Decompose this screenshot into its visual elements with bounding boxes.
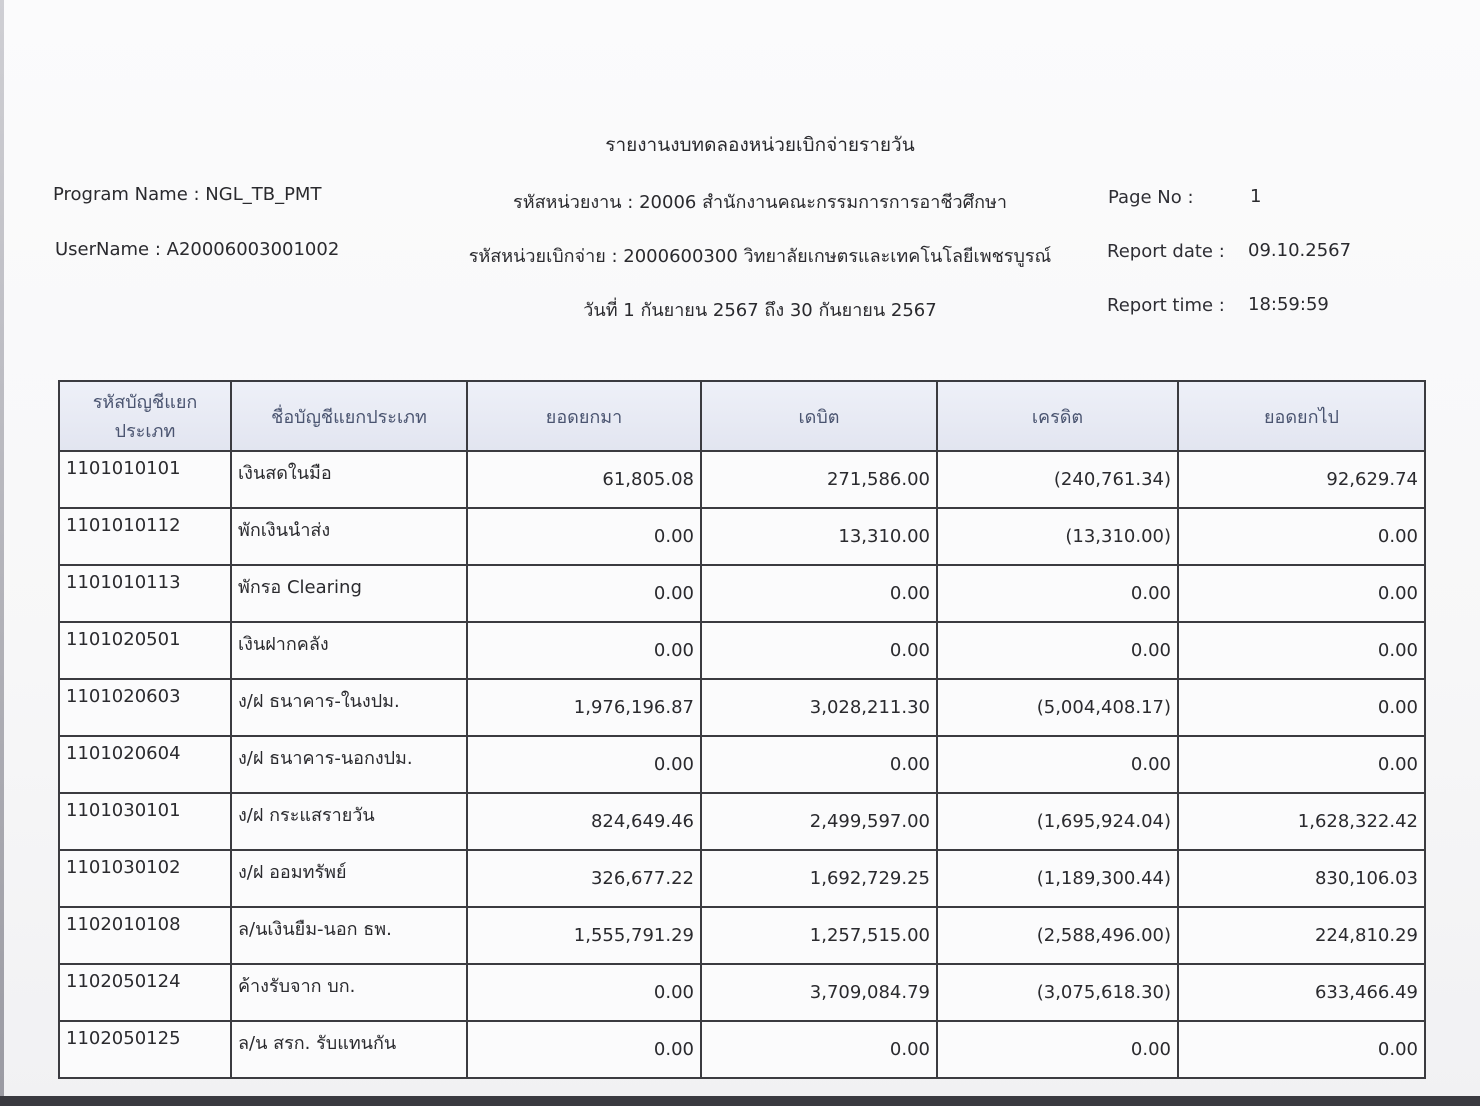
account-code-cell: 1101020603 — [59, 679, 231, 736]
account-name-cell: ง/ฝ ออมทรัพย์ — [231, 850, 467, 907]
opening-balance-cell: 1,555,791.29 — [467, 907, 701, 964]
credit-cell: 0.00 — [937, 736, 1178, 793]
credit-cell: (2,588,496.00) — [937, 907, 1178, 964]
credit-cell: (1,695,924.04) — [937, 793, 1178, 850]
program-name: Program Name : NGL_TB_PMT — [53, 184, 322, 205]
report-time-value: 18:59:59 — [1248, 294, 1329, 315]
report-period: วันที่ 1 กันยายน 2567 ถึง 30 กันยายน 2567 — [583, 300, 937, 321]
opening-balance-cell: 0.00 — [467, 565, 701, 622]
credit-cell: 0.00 — [937, 565, 1178, 622]
table-row — [59, 793, 1425, 850]
debit-cell: 3,028,211.30 — [701, 679, 937, 736]
closing-balance-cell: 0.00 — [1178, 679, 1425, 736]
closing-balance-cell: 0.00 — [1178, 1021, 1425, 1078]
credit-cell: (240,761.34) — [937, 451, 1178, 508]
account-name-cell: เงินสดในมือ — [231, 451, 467, 508]
debit-cell: 1,692,729.25 — [701, 850, 937, 907]
debit-cell: 0.00 — [701, 565, 937, 622]
account-name-cell: พักเงินนำส่ง — [231, 508, 467, 565]
report-title: รายงานงบทดลองหน่วยเบิกจ่ายรายวัน — [605, 134, 915, 156]
table-row — [59, 850, 1425, 907]
opening-balance-cell: 1,976,196.87 — [467, 679, 701, 736]
credit-cell: 0.00 — [937, 622, 1178, 679]
opening-balance-cell: 326,677.22 — [467, 850, 701, 907]
closing-balance-cell: 1,628,322.42 — [1178, 793, 1425, 850]
account-name-cell: ง/ฝ ธนาคาร-ในงปม. — [231, 679, 467, 736]
opening-balance-cell: 0.00 — [467, 1021, 701, 1078]
opening-balance-cell: 824,649.46 — [467, 793, 701, 850]
page-no-value: 1 — [1250, 186, 1262, 207]
table-row — [59, 1021, 1425, 1078]
closing-balance-cell: 92,629.74 — [1178, 451, 1425, 508]
closing-balance-cell: 633,466.49 — [1178, 964, 1425, 1021]
report-date-label: Report date : — [1107, 241, 1225, 262]
debit-cell: 0.00 — [701, 622, 937, 679]
table-body — [59, 451, 1425, 1078]
account-code-cell: 1101010112 — [59, 508, 231, 565]
account-code-cell: 1101010101 — [59, 451, 231, 508]
report-time-label: Report time : — [1107, 295, 1225, 316]
credit-cell: (1,189,300.44) — [937, 850, 1178, 907]
user-name: UserName : A20006003001002 — [55, 239, 340, 260]
debit-cell: 0.00 — [701, 1021, 937, 1078]
debit-cell: 2,499,597.00 — [701, 793, 937, 850]
column-header-credit: เครดิต — [937, 381, 1178, 451]
closing-balance-cell: 830,106.03 — [1178, 850, 1425, 907]
account-name-cell: ค้างรับจาก บก. — [231, 964, 467, 1021]
account-code-cell: 1101030102 — [59, 850, 231, 907]
credit-cell: (3,075,618.30) — [937, 964, 1178, 1021]
account-name-cell: ง/ฝ กระแสรายวัน — [231, 793, 467, 850]
closing-balance-cell: 0.00 — [1178, 565, 1425, 622]
debit-cell: 0.00 — [701, 736, 937, 793]
disbursement-unit: รหัสหน่วยเบิกจ่าย : 2000600300 วิทยาลัยเกษตรและเทคโนโลยีเพชรบูรณ์ — [468, 246, 1052, 267]
table-row — [59, 622, 1425, 679]
table-row — [59, 736, 1425, 793]
column-header-debit: เดบิต — [701, 381, 937, 451]
closing-balance-cell: 0.00 — [1178, 508, 1425, 565]
credit-cell: 0.00 — [937, 1021, 1178, 1078]
account-code-cell: 1101030101 — [59, 793, 231, 850]
account-name-cell: ง/ฝ ธนาคาร-นอกงปม. — [231, 736, 467, 793]
column-header-account-name: ชื่อบัญชีแยกประเภท — [231, 381, 467, 451]
column-header-closing-balance: ยอดยกไป — [1178, 381, 1425, 451]
account-code-cell: 1101020501 — [59, 622, 231, 679]
opening-balance-cell: 0.00 — [467, 622, 701, 679]
page-no-label: Page No : — [1108, 187, 1194, 208]
table-header-row — [59, 381, 1425, 451]
agency-code: รหัสหน่วยงาน : 20006 สำนักงานคณะกรรมการการอาชีวศึกษา — [513, 192, 1007, 213]
paper-bottom-edge — [0, 1096, 1480, 1106]
debit-cell: 3,709,084.79 — [701, 964, 937, 1021]
closing-balance-cell: 0.00 — [1178, 622, 1425, 679]
opening-balance-cell: 0.00 — [467, 964, 701, 1021]
column-header-account-code: รหัสบัญชีแยกประเภท — [59, 381, 231, 451]
table-row — [59, 964, 1425, 1021]
opening-balance-cell: 0.00 — [467, 508, 701, 565]
account-code-cell: 1101020604 — [59, 736, 231, 793]
account-code-cell: 1102010108 — [59, 907, 231, 964]
report-date-value: 09.10.2567 — [1248, 240, 1352, 261]
table-row — [59, 565, 1425, 622]
table-row — [59, 907, 1425, 964]
account-code-cell: 1101010113 — [59, 565, 231, 622]
debit-cell: 13,310.00 — [701, 508, 937, 565]
table-row — [59, 508, 1425, 565]
account-name-cell: พักรอ Clearing — [231, 565, 467, 622]
account-name-cell: เงินฝากคลัง — [231, 622, 467, 679]
column-header-opening-balance: ยอดยกมา — [467, 381, 701, 451]
opening-balance-cell: 0.00 — [467, 736, 701, 793]
closing-balance-cell: 224,810.29 — [1178, 907, 1425, 964]
paper-left-edge — [0, 0, 4, 1106]
table-row — [59, 451, 1425, 508]
account-code-cell: 1102050125 — [59, 1021, 231, 1078]
credit-cell: (5,004,408.17) — [937, 679, 1178, 736]
opening-balance-cell: 61,805.08 — [467, 451, 701, 508]
account-name-cell: ล/นเงินยืม-นอก ธพ. — [231, 907, 467, 964]
credit-cell: (13,310.00) — [937, 508, 1178, 565]
account-name-cell: ล/น สรก. รับแทนกัน — [231, 1021, 467, 1078]
closing-balance-cell: 0.00 — [1178, 736, 1425, 793]
trial-balance-table — [58, 380, 1426, 1079]
debit-cell: 271,586.00 — [701, 451, 937, 508]
table-row — [59, 679, 1425, 736]
account-code-cell: 1102050124 — [59, 964, 231, 1021]
debit-cell: 1,257,515.00 — [701, 907, 937, 964]
